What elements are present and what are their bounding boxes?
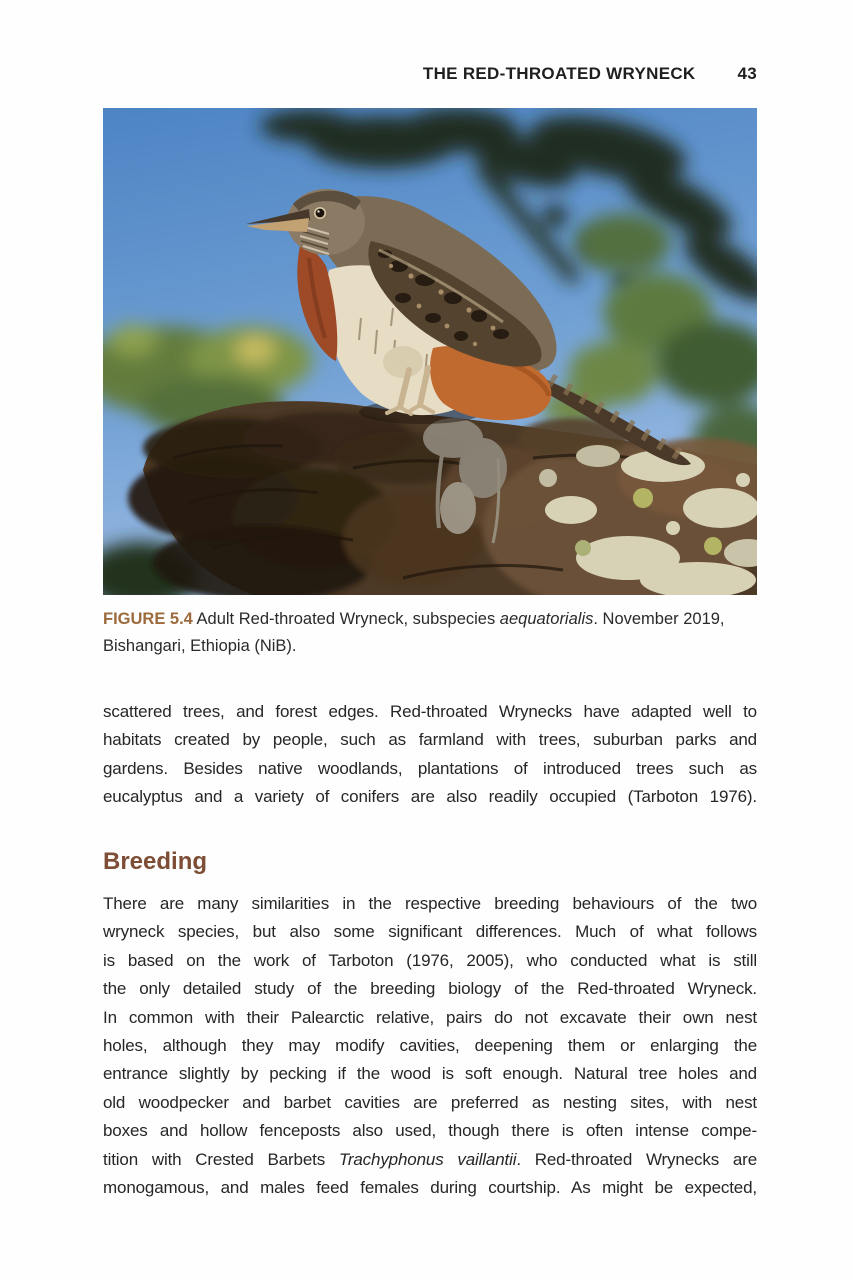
text-line: scattered trees, and forest edges. Red-throated Wrynecks have adapted well to xyxy=(103,702,757,721)
text-line: wryneck species, but also some significant differences. Much of what follows xyxy=(103,922,757,942)
text-line: tition with Crested Barbets Trachyphonus vaillantii. Red-throated Wrynecks are xyxy=(103,1149,757,1169)
running-head xyxy=(103,64,757,84)
figure-caption xyxy=(103,606,757,660)
text-line: is based on the work of Tarboton (1976, 2005), who conducted what is still xyxy=(103,950,757,970)
text-line: FIGURE 5.4 Adult Red-throated Wryneck, subspecies aequatorialis. November 2019, xyxy=(103,610,725,628)
text-line: eucalyptus and a variety of conifers are also readily occupied (Tarboton 1976). xyxy=(103,787,757,807)
running-head-title: THE RED-THROATED WRYNECK xyxy=(422,64,696,83)
text-line: the only detailed study of the breeding biology of the Red-throated Wryneck. xyxy=(103,979,757,999)
text-line: monogamous, and males feed females during courtship. As might be expected, xyxy=(103,1177,757,1197)
section-heading-breeding: Breeding xyxy=(103,848,208,875)
figure-photo xyxy=(103,108,757,595)
text-line: There are many similarities in the respective breeding behaviours of the two xyxy=(103,894,757,913)
text-line: holes, although they may modify cavities, deepening them or enlarging the xyxy=(103,1035,757,1055)
wryneck-photo-illustration xyxy=(103,108,757,595)
text-line: boxes and hollow fenceposts also used, though there is often intense compe- xyxy=(103,1121,757,1141)
paragraph-habitat xyxy=(103,698,757,812)
text-line: entrance slightly by pecking if the wood is soft enough. Natural tree holes and xyxy=(103,1064,757,1084)
text-line: gardens. Besides native woodlands, plantations of introduced trees such as xyxy=(103,758,757,778)
text-line: habitats created by people, such as farmland with trees, suburban parks and xyxy=(103,730,757,750)
text-line: Bishangari, Ethiopia (NiB). xyxy=(103,637,297,655)
page-number: 43 xyxy=(737,64,757,83)
text-line: old woodpecker and barbet cavities are preferred as nesting sites, with nest xyxy=(103,1092,757,1112)
text-line: In common with their Palearctic relative, pairs do not excavate their own nest xyxy=(103,1007,757,1027)
paragraph-breeding xyxy=(103,890,757,1202)
